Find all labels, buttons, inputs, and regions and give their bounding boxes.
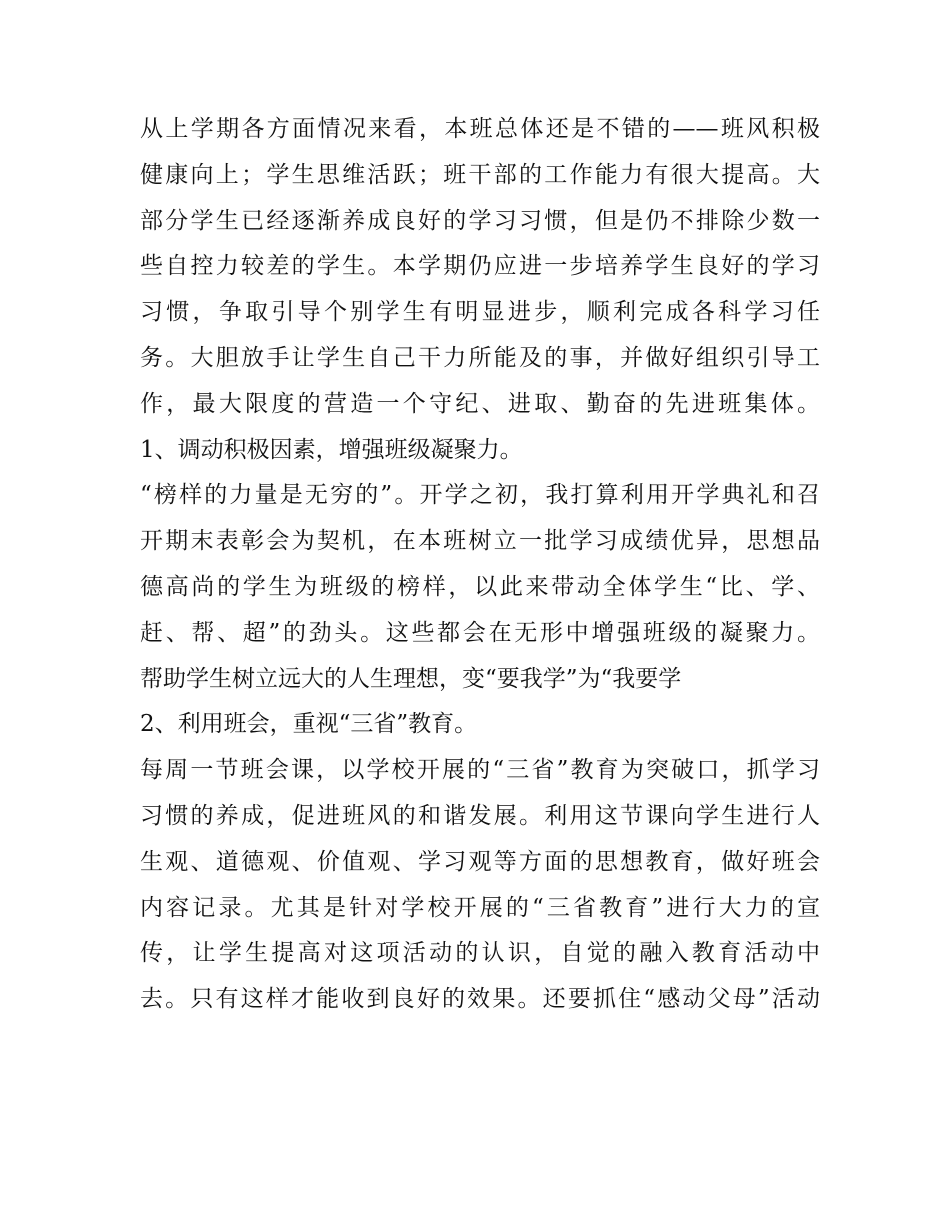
paragraph-line: 些自控力较差的学生。本学期仍应进一步培养学生良好的学习 <box>140 253 820 280</box>
section-heading-1: 1、调动积极因素，增强班级凝聚力。 <box>140 436 523 463</box>
paragraph-line: 务。大胆放手让学生自己干力所能及的事，并做好组织引导工 <box>140 344 820 371</box>
paragraph-line: 德高尚的学生为班级的榜样，以此来带动全体学生“比、学、 <box>140 573 820 600</box>
paragraph-line: 习惯的养成，促进班风的和谐发展。利用这节课向学生进行人 <box>140 802 820 829</box>
paragraph-line: 传，让学生提高对这项活动的认识，自觉的融入教育活动中 <box>140 940 820 967</box>
paragraph-line: 开期末表彰会为契机，在本班树立一批学习成绩优异，思想品 <box>140 528 820 555</box>
paragraph-line: 生观、道德观、价值观、学习观等方面的思想教育，做好班会 <box>140 848 820 875</box>
section-heading-2: 2、利用班会，重视“三省”教育。 <box>140 711 478 738</box>
paragraph-line: 去。只有这样才能收到良好的效果。还要抓住“感动父母”活动 <box>140 986 820 1013</box>
paragraph-line: 健康向上；学生思维活跃；班干部的工作能力有很大提高。大 <box>140 161 820 188</box>
paragraph-line: 内容记录。尤其是针对学校开展的“三省教育”进行大力的宣 <box>140 894 820 921</box>
paragraph-line: 帮助学生树立远大的人生理想，变“要我学”为“我要学 <box>140 665 682 692</box>
paragraph-line: 部分学生已经逐渐养成良好的学习习惯，但是仍不排除少数一 <box>140 207 820 234</box>
paragraph-line: 赶、帮、超”的劲头。这些都会在无形中增强班级的凝聚力。 <box>140 619 820 646</box>
paragraph-line: 从上学期各方面情况来看，本班总体还是不错的——班风积极 <box>140 116 820 142</box>
paragraph-line: 每周一节班会课，以学校开展的“三省”教育为突破口，抓学习 <box>140 757 820 784</box>
paragraph-line: “榜样的力量是无穷的”。开学之初，我打算利用开学典礼和召 <box>140 482 820 509</box>
paragraph-line: 习惯，争取引导个别学生有明显进步，顺利完成各科学习任 <box>140 299 820 326</box>
document-body <box>140 107 820 1023</box>
paragraph-line: 作，最大限度的营造一个守纪、进取、勤奋的先进班集体。 <box>140 390 820 417</box>
